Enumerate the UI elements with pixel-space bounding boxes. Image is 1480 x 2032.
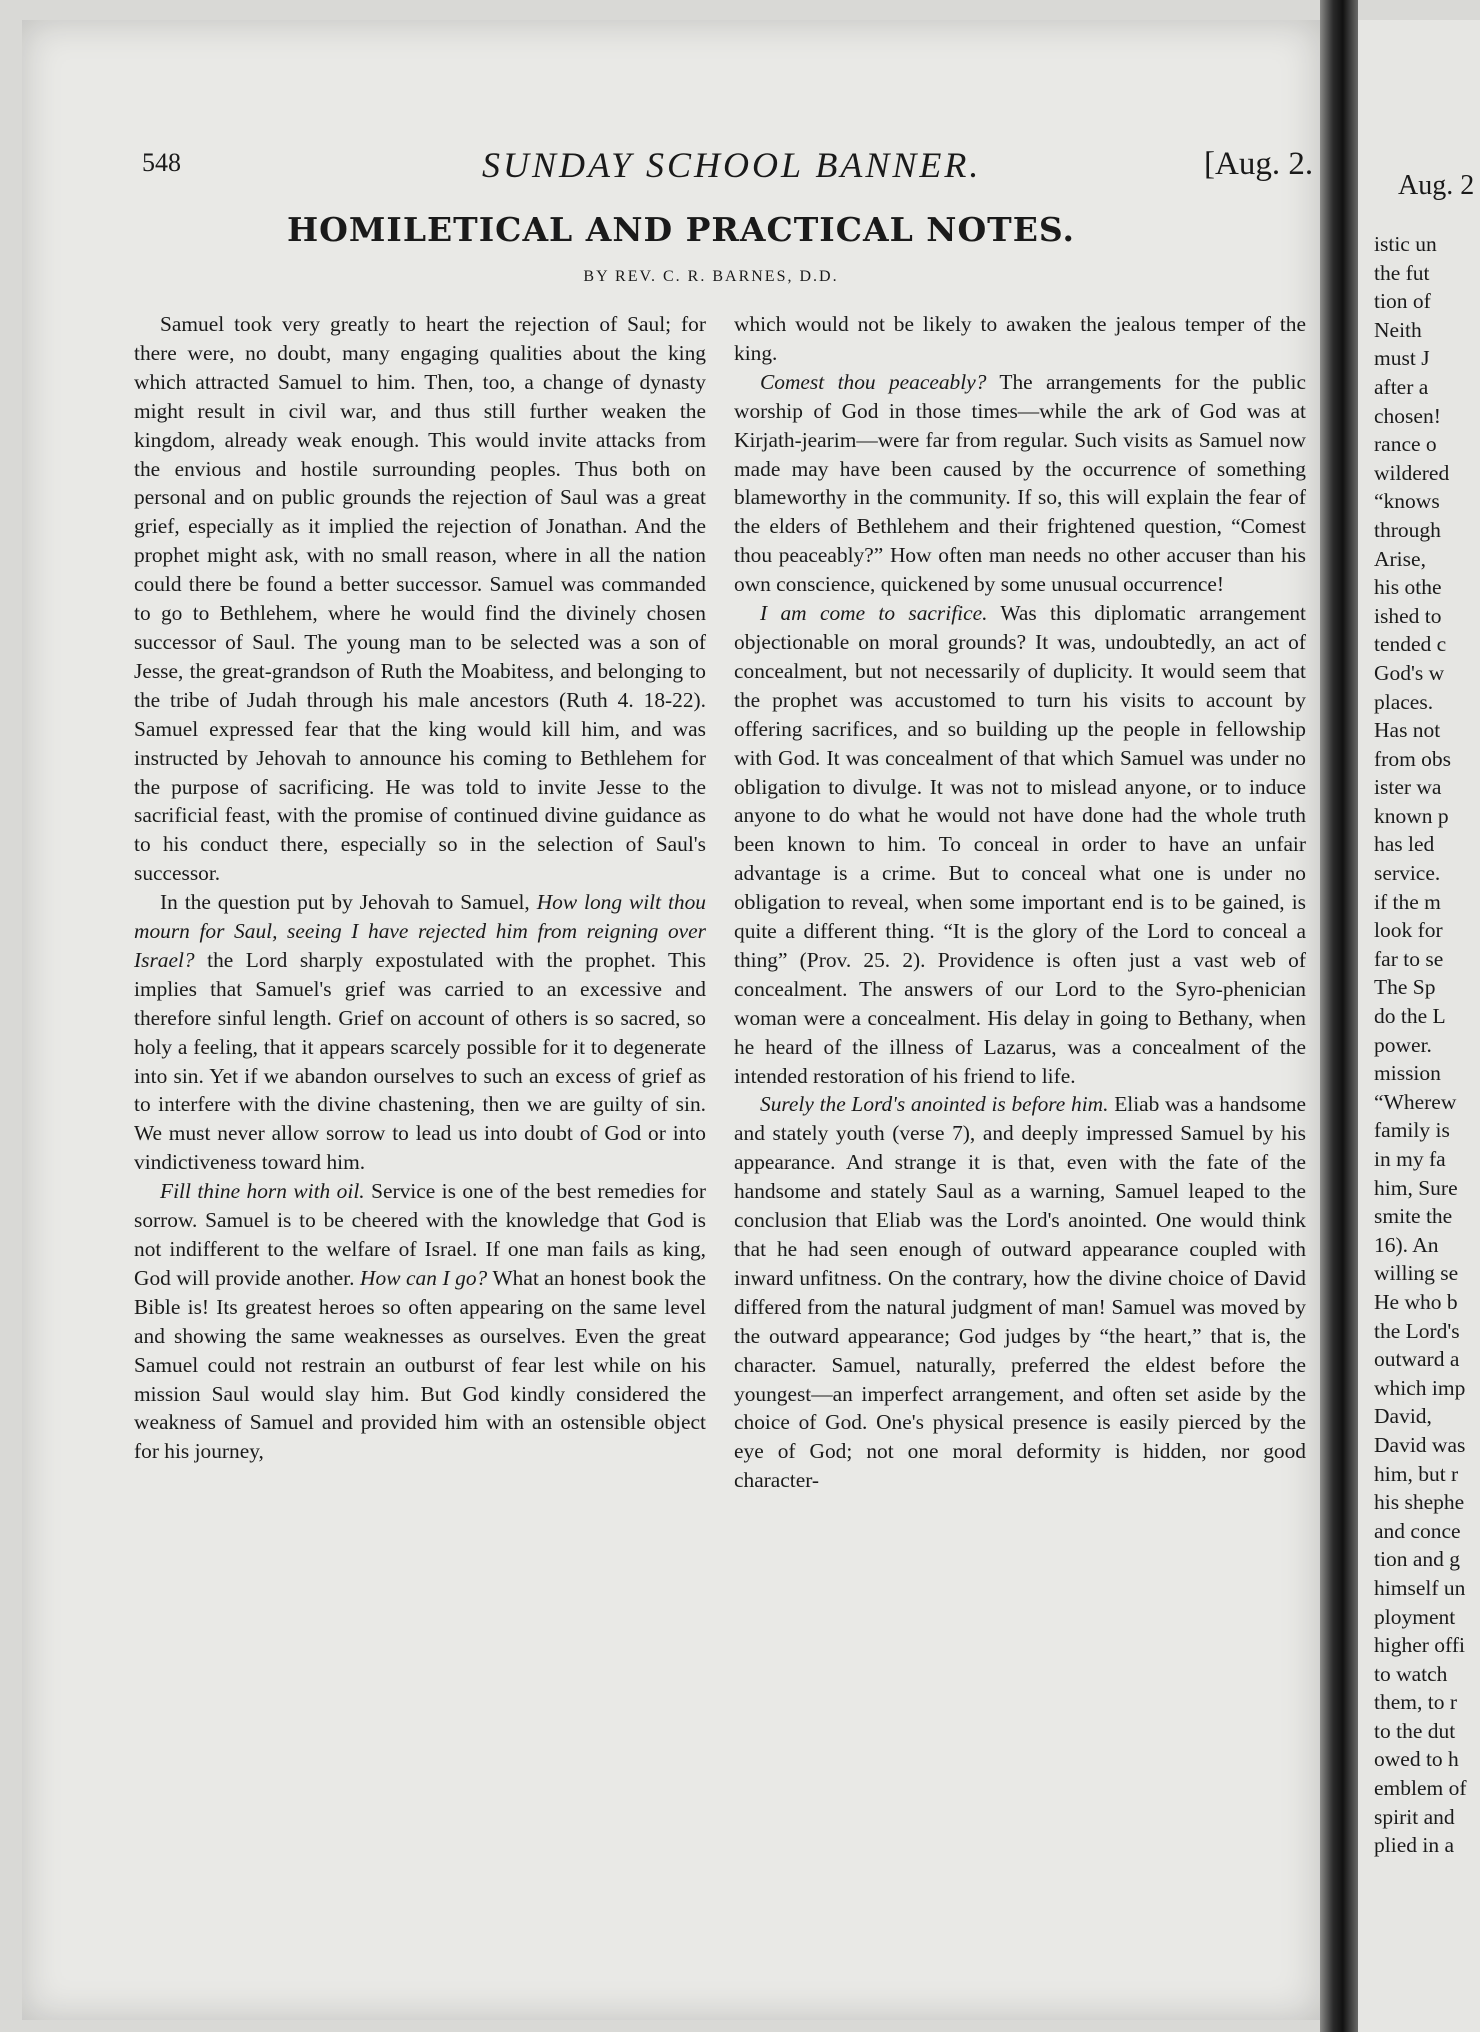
scripture-quote: Fill thine horn with oil. xyxy=(160,1179,365,1204)
facing-page-line: Has not xyxy=(1374,718,1441,743)
facing-page-line: tion and g xyxy=(1374,1547,1460,1572)
article-byline: BY REV. C. R. BARNES, D.D. xyxy=(583,268,839,285)
facing-page-line: owed to h xyxy=(1374,1747,1459,1772)
facing-page-line: He who b xyxy=(1374,1289,1458,1314)
page xyxy=(22,20,1320,2020)
paragraph-text: the Lord sharply expostulated with the prophet. This implies that Samuel's grief was carried to an excessive and therefore sinful length. Grief on account of others is so sacred, so holy a feeling, that it appears scarcely possible for it to degenerate into sin. Yet if we abandon ourselves to such an excess of grief as to interfere with the divine chastening, then we are guilty of sin. We must never allow sorrow to lead us into doubt of God or into vindictiveness toward him. xyxy=(134,947,706,1175)
facing-page-line: look for xyxy=(1374,918,1443,943)
facing-page-line: if the m xyxy=(1374,889,1441,914)
facing-page-line: mission xyxy=(1374,1061,1441,1086)
page-number: 548 xyxy=(142,148,181,177)
paragraph xyxy=(134,1177,706,1466)
facing-page-line: him, but r xyxy=(1374,1461,1459,1486)
facing-page-line: to watch xyxy=(1374,1661,1448,1686)
facing-page-line: has led xyxy=(1374,832,1435,857)
facing-page-line: spirit and xyxy=(1374,1804,1455,1829)
paragraph xyxy=(734,368,1306,599)
facing-page-line: tended c xyxy=(1374,632,1447,657)
facing-page-line: known p xyxy=(1374,803,1449,828)
paragraph xyxy=(734,310,1306,368)
facing-page-line: himself un xyxy=(1374,1575,1466,1600)
facing-page-line: family is xyxy=(1374,1118,1450,1143)
journal-title: SUNDAY SCHOOL BANNER. xyxy=(482,145,982,185)
facing-page-line: must J xyxy=(1374,346,1430,371)
paragraph-text: The arrangements for the public worship of God in those times—while the ark of God was at Kirjath-jearim—were far from regular. Such visits as Samuel now made may have been caused by the occurrence of something blameworthy in the community. If so, this will explain the fear of the elders of Bethlehem and their frightened question, “Comest thou peaceably?” How often man needs no other accuser than his own conscience, quickened by some unusual occurrence! xyxy=(734,369,1306,597)
facing-page-line: from obs xyxy=(1374,746,1452,771)
paragraph-text: What an honest book the Bible is! Its greatest heroes so often appearing on the same level and showing the same weaknesses as ourselves. Even the great Samuel could not restrain an outburst of fear lest while on his mission Saul would slay him. But God kindly considered the weakness of Samuel and provided him with an ostensible object for his journey, xyxy=(134,1265,706,1464)
running-head xyxy=(22,145,1320,188)
scripture-quote: I am come to sacrifice. xyxy=(760,601,988,626)
facing-page-line: rance o xyxy=(1374,432,1437,457)
facing-page-header: Aug. 2 xyxy=(1398,170,1475,201)
facing-page-line: “knows xyxy=(1374,489,1440,514)
facing-page-line: places. xyxy=(1374,689,1434,714)
facing-page-line: outward a xyxy=(1374,1347,1460,1372)
paragraph xyxy=(734,1090,1306,1495)
left-column xyxy=(134,310,706,1466)
facing-page-line: istic un xyxy=(1374,232,1437,256)
facing-page-line: David, xyxy=(1374,1404,1432,1429)
facing-page-line: his othe xyxy=(1374,575,1442,600)
right-column xyxy=(734,310,1306,1495)
facing-page-line: in my fa xyxy=(1374,1147,1446,1171)
paragraph-text: Service is one of the best remedies for sorrow. Samuel is to be cheered with the knowledge that God is not indifferent to the welfare of Israel. If one man fails as king, God will provide another. xyxy=(134,1179,706,1290)
facing-page-line: chosen! xyxy=(1374,403,1441,428)
paragraph xyxy=(134,888,706,1177)
facing-page-line: Neith xyxy=(1374,317,1422,342)
facing-page-line: ister wa xyxy=(1374,775,1442,800)
article-title: HOMILETICAL AND PRACTICAL NOTES. xyxy=(286,210,1076,249)
facing-page-line: which imp xyxy=(1374,1375,1466,1400)
facing-page-line: power. xyxy=(1374,1032,1432,1057)
facing-page-line: ployment xyxy=(1374,1604,1456,1629)
facing-page-line: God's w xyxy=(1374,660,1445,685)
facing-page-fragment xyxy=(1358,20,1480,2032)
facing-page-line: them, to r xyxy=(1374,1690,1457,1715)
facing-page-line: “Wherew xyxy=(1374,1089,1457,1114)
facing-page-line: do the L xyxy=(1374,1004,1446,1029)
facing-page-line: the fut xyxy=(1374,260,1430,285)
facing-page-line: plied in a xyxy=(1374,1833,1455,1858)
facing-page-line: higher offi xyxy=(1374,1633,1465,1658)
paragraph-text: In the question put by Jehovah to Samuel, xyxy=(160,890,530,915)
paragraph-text: which would not be likely to awaken the jealous temper of the king. xyxy=(734,312,1306,365)
issue-date: [Aug. 2. xyxy=(1204,146,1314,182)
facing-page-line: tion of xyxy=(1374,289,1431,314)
book-gutter xyxy=(1320,0,1358,2032)
scripture-quote: How can I go? xyxy=(360,1265,488,1290)
scripture-quote: How long wilt thou mourn for Saul, seeing I have rejected him from reigning over Israel? xyxy=(134,890,706,972)
paragraph-text: Was this diplomatic arrangement objectionable on moral grounds? It was, undoubtedly, an act of concealment, but not necessarily of duplicity. It would seem that the prophet was accustomed to turn his visits to account by offering sacrifices, and so building up the people in fellowship with God. It was concealment of that which Samuel was under no obligation to divulge. It was not to mislead anyone, or to induce anyone to do what he would not have done had the whole truth been known to him. To conceal in order to have an unfair advantage is a crime. But to conceal what one is under no obligation to reveal, when some important end is to be gained, is quite a different thing. “It is the glory of the Lord to conceal a thing” (Prov. 25. 2). Providence is often just a vast web of concealment. The answers of our Lord to the Syro-phenician woman were a concealment. His delay in going to Bethany, when he heard of the illness of Lazarus, was a concealment of the intended restoration of his friend to life. xyxy=(734,601,1306,1088)
facing-page-line: through xyxy=(1374,517,1441,542)
facing-page-line: after a xyxy=(1374,374,1429,399)
scripture-quote: Comest thou peaceably? xyxy=(760,369,987,394)
facing-page-line: ished to xyxy=(1374,603,1442,628)
facing-page-line: wildered xyxy=(1374,460,1450,485)
scripture-quote: Surely the Lord's anointed is before him. xyxy=(760,1092,1109,1117)
facing-page-line: 16). An xyxy=(1374,1232,1439,1257)
facing-page-line: his shephe xyxy=(1374,1490,1465,1515)
paragraph xyxy=(134,310,706,888)
facing-page-line: him, Sure xyxy=(1374,1175,1458,1200)
facing-page-line: Arise, xyxy=(1374,546,1426,571)
facing-page-line: smite the xyxy=(1374,1204,1453,1229)
facing-page-line: far to se xyxy=(1374,946,1444,971)
facing-page-line: and conce xyxy=(1374,1518,1461,1543)
paragraph-text: Eliab was a handsome and stately youth (verse 7), and deeply impressed Samuel by his appearance. And strange it is that, even with the fate of the handsome and stately Saul as a warning, Samuel leaped to the conclusion that Eliab was the Lord's anointed. One would think that he had seen enough of outward appearance coupled with inward unfitness. On the contrary, how the divine choice of David differed from the natural judgment of man! Samuel was moved by the outward appearance; God judges by “the heart,” that is, the character. Samuel, naturally, preferred the eldest before the youngest—an imperfect arrangement, and often set aside by the choice of God. One's physical presence is easily pierced by the eye of God; not one moral deformity is hidden, nor good character- xyxy=(734,1092,1306,1493)
facing-page-lines xyxy=(1374,230,1467,1860)
paragraph xyxy=(734,599,1306,1090)
facing-page-line: service. xyxy=(1374,861,1441,886)
facing-page-line: emblem of xyxy=(1374,1776,1467,1801)
facing-page-line: The Sp xyxy=(1374,975,1436,1000)
paragraph-text: Samuel took very greatly to heart the rejection of Saul; for there were, no doubt, many engaging qualities about the king which attracted Samuel to him. Then, too, a change of dynasty might result in civil war, and thus still further weaken the kingdom, already weak enough. This would invite attacks from the envious and hostile surrounding peoples. Thus both on personal and on public grounds the rejection of Saul was a great grief, especially as it implied the rejection of Jonathan. And the prophet might ask, with no small reason, where in all the nation could there be found a better successor. Samuel was commanded to go to Bethlehem, where he would find the divinely chosen successor of Saul. The young man to be selected was a son of Jesse, the great-grandson of Ruth the Moabitess, and belonging to the tribe of Judah through his male ancestors (Ruth 4. 18-22). Samuel expressed fear that the king would kill him, and was instructed by Jehovah to announce his coming to Bethlehem for the purpose of sacrificing. He was told to invite Jesse to the sacrificial feast, with the promise of continued divine guidance as to his conduct there, especially so in the selection of Saul's successor. xyxy=(134,312,706,886)
facing-page-line: the Lord's xyxy=(1374,1318,1460,1343)
facing-page-line: willing se xyxy=(1374,1261,1459,1286)
facing-page-line: David was xyxy=(1374,1432,1466,1457)
facing-page-line: to the dut xyxy=(1374,1718,1456,1743)
